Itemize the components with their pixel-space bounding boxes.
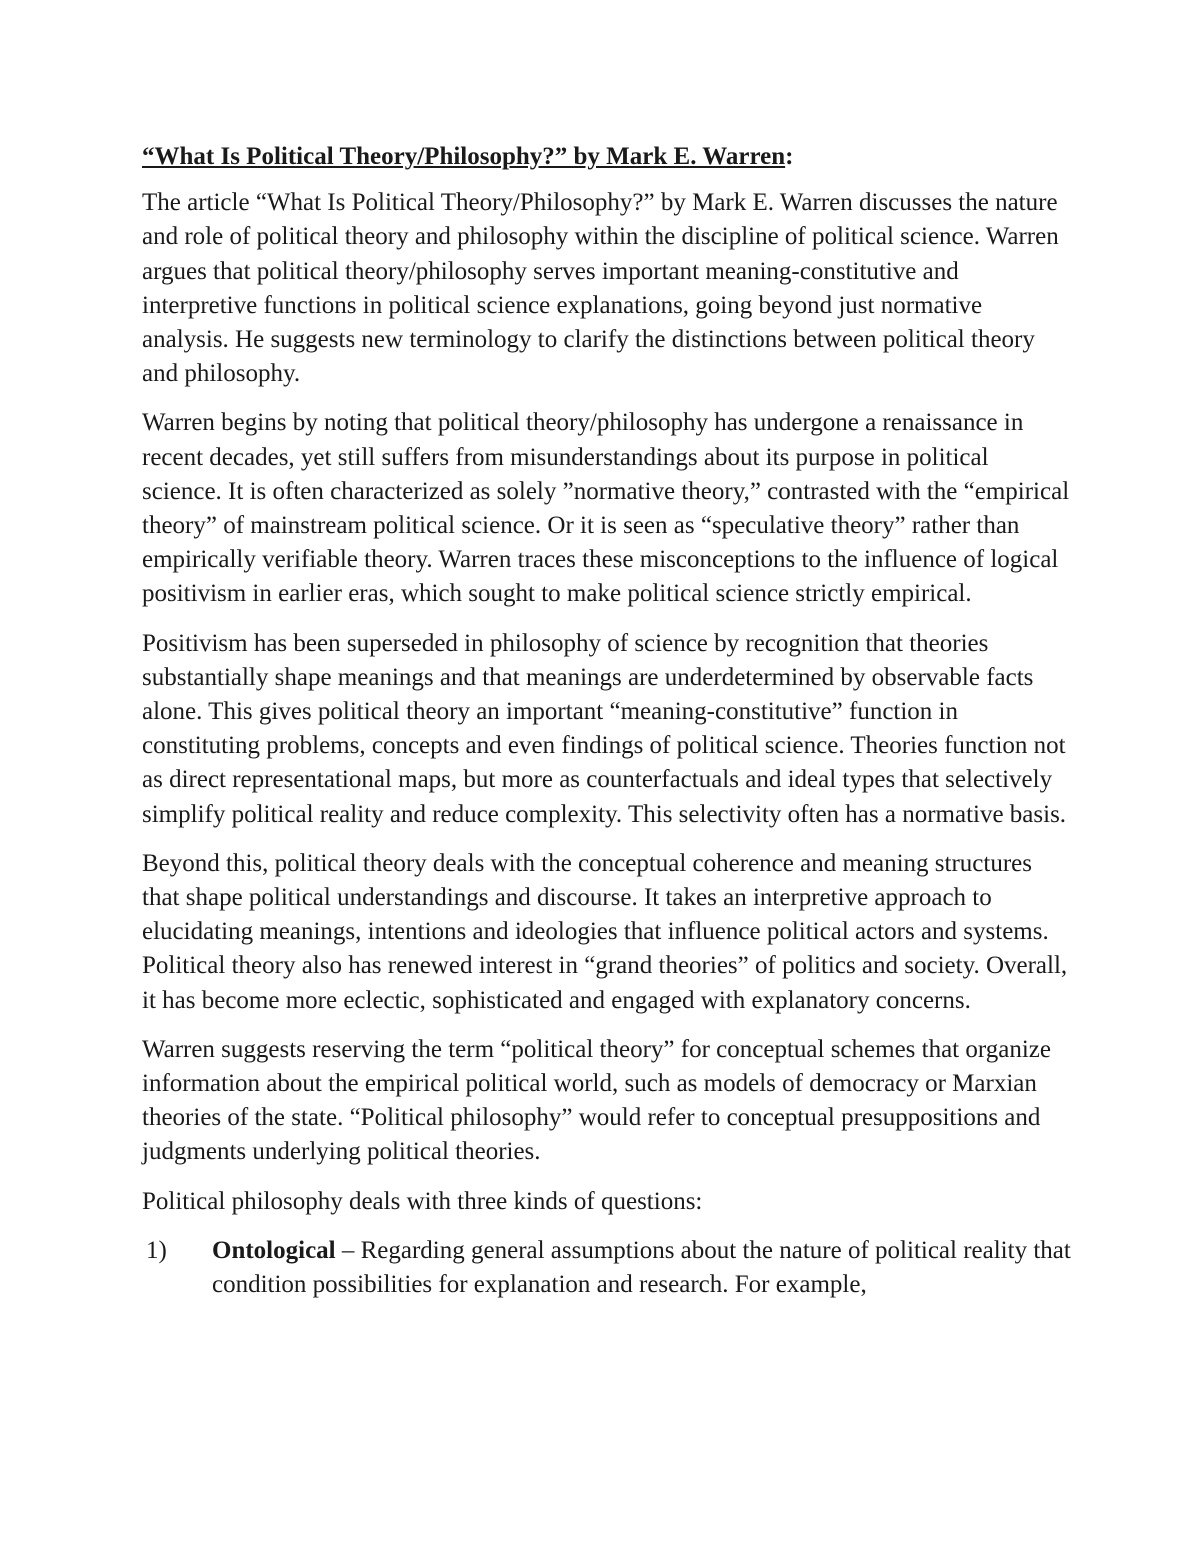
paragraph-renaissance: Warren begins by noting that political theory/philosophy has undergone a renaissance in recent decades, yet still suffers from misunderstandings about its purpose in political science. It is often characterized as solely ”normative theory,” contrasted with the “empirical theory” of mainstream political science. Or it is seen as “speculative theory” rather than empirically verifiable theory. Warren traces these misconceptions to the influence of logical positivism in earlier eras, which sought to make political science strictly empirical. bbox=[142, 409, 1070, 608]
paragraph-positivism: Positivism has been superseded in philosophy of science by recognition that theories substantially shape meanings and that meanings are underdetermined by observable facts alone. This gives political theory an important “meaning-constitutive” function in constituting problems, concepts and even findings of political science. Theories function not as direct representational maps, but more as counterfactuals and ideal types that selectively simplify political reality and reduce complexity. This selectivity often has a normative basis. bbox=[142, 629, 1067, 828]
paragraph-conceptual: Beyond this, political theory deals with the conceptual coherence and meaning structures that shape political understandings and discourse. It takes an interpretive approach to elucidating meanings, intentions and ideologies that influence political actors and systems. Political theory also has renewed interest in “grand theories” of politics and society. Overall, it has become more eclectic, sophisticated and engaged with explanatory concerns. bbox=[142, 849, 1068, 1014]
list-item-body bbox=[212, 1234, 1072, 1302]
list-item-term: Ontological bbox=[212, 1236, 336, 1264]
list-item-number: 1) bbox=[146, 1236, 167, 1264]
paragraph-terminology: Warren suggests reserving the term “political theory” for conceptual schemes that organize information about the empirical political world, such as models of democracy or Marxian theories of the state. “Political philosophy” would refer to conceptual presuppositions and judgments underlying political theories. bbox=[142, 1035, 1051, 1166]
heading-title: “What Is Political Theory/Philosophy?” by Mark E. Warren bbox=[142, 143, 786, 170]
paragraph-questions: Political philosophy deals with three kinds of questions: bbox=[142, 1187, 703, 1215]
document-content bbox=[142, 140, 1072, 1302]
heading-colon: : bbox=[785, 143, 794, 170]
document-heading bbox=[142, 140, 1072, 174]
paragraph-intro: The article “What Is Political Theory/Philosophy?” by Mark E. Warren discusses the nature and role of political theory and philosophy within the discipline of political science. Warren argues that political theory/philosophy serves important meaning-constitutive and interpretive functions in political science explanations, going beyond just normative analysis. He suggests new terminology to clarify the distinctions between political theory and philosophy. bbox=[142, 189, 1059, 388]
list-item-ontological bbox=[142, 1234, 1072, 1302]
list-item-text: – Regarding general assumptions about the nature of political reality that condition possibilities for explanation and research. For example, bbox=[212, 1236, 1071, 1299]
